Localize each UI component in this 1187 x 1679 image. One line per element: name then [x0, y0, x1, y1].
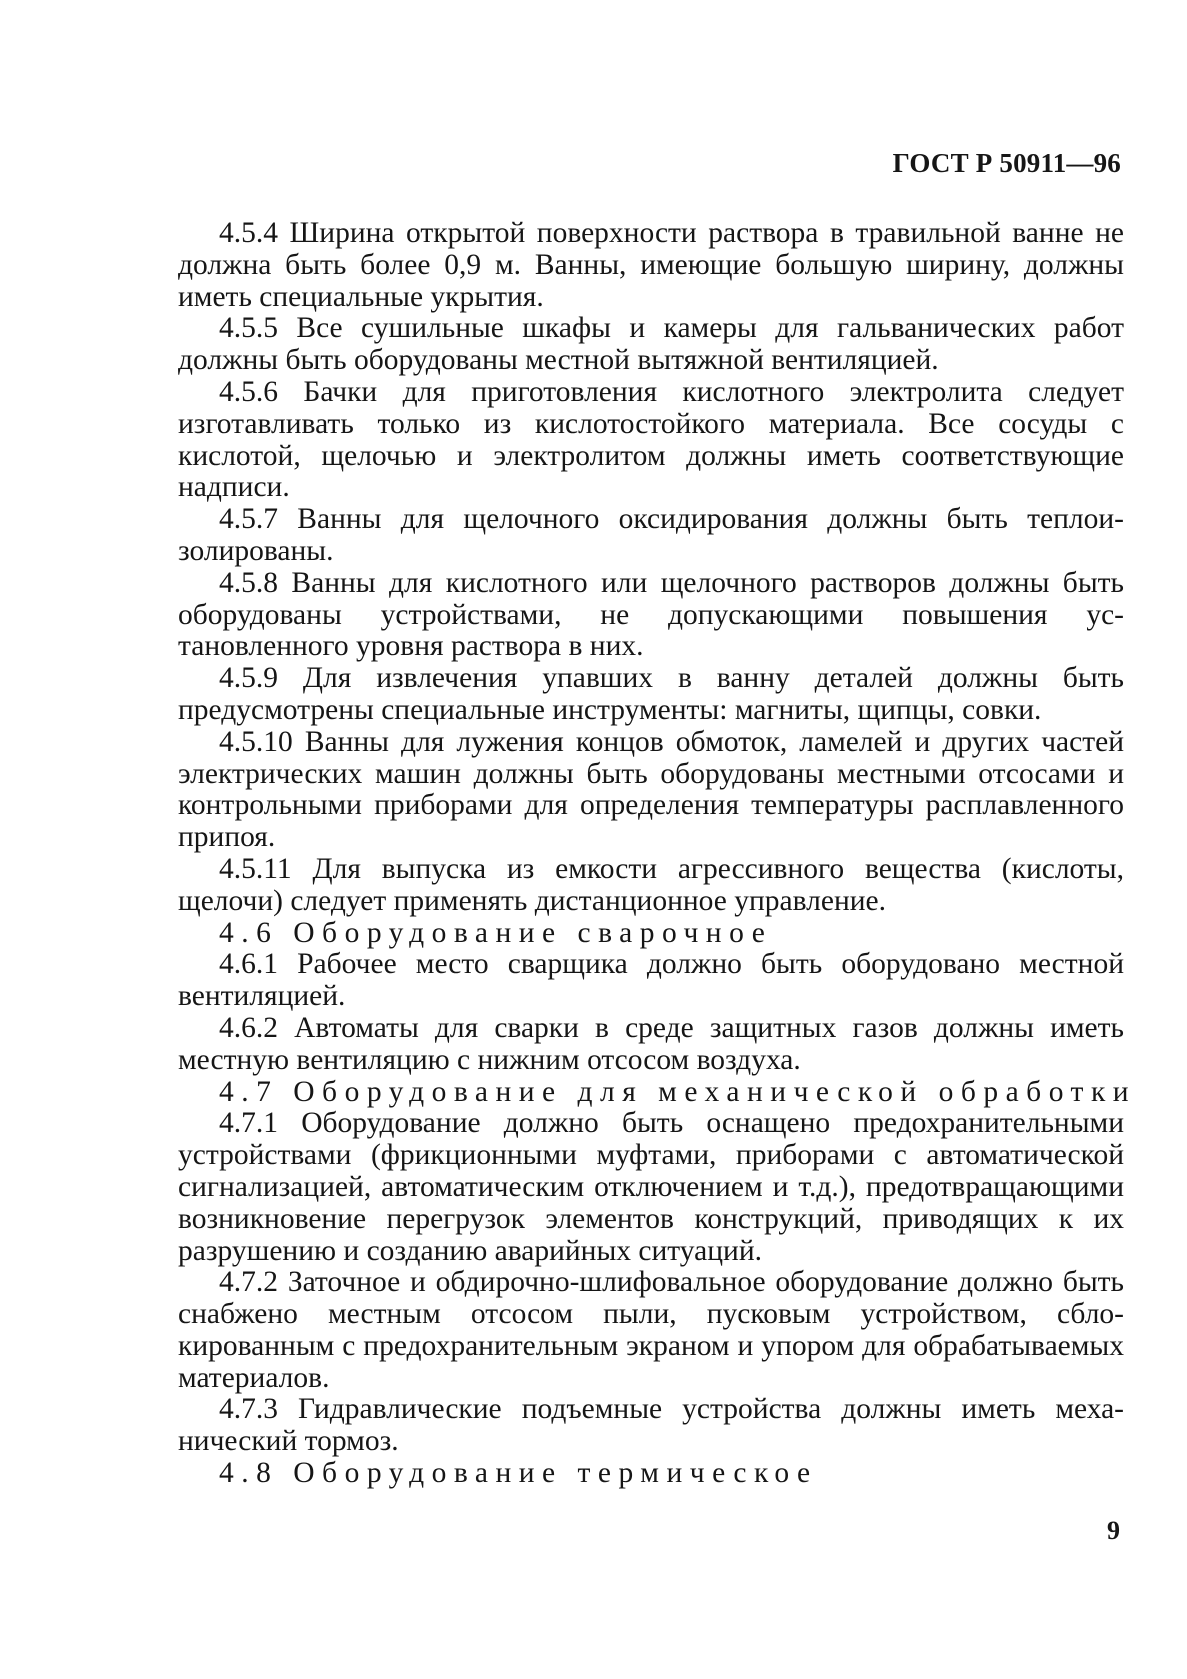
clause-4-7-1: 4.7.1 Оборудование должно быть оснащено предохранительными устройствами (фрикционными муфтами, приборами с автоматической сигнализацией, автоматическим отключением и т.д.), предотвращающими возникновение перегрузок элементов конструкций, приводящих к их разрушению и созданию аварийных ситуаций.	[178, 1107, 1124, 1267]
clause-4-7-3: 4.7.3 Гидравлические подъемные устройства должны иметь механический тормоз.	[178, 1393, 1124, 1458]
clause-4-6-1: 4.6.1 Рабочее место сварщика должно быть оборудовано местной вентиляцией.	[178, 948, 1124, 1013]
clause-4-6-2: 4.6.2 Автоматы для сварки в среде защитных газов должны иметь местную вентиляцию с нижним отсосом воздуха.	[178, 1011, 1124, 1076]
clause-4-5-6: 4.5.6 Бачки для приготовления кислотного электролита следует изготавливать только из кислотостойкого материала. Все сосуды с кислотой, щелочью и электролитом должны иметь соответствующие надписи.	[178, 375, 1124, 504]
clause-4-5-5: 4.5.5 Все сушильные шкафы и камеры для гальванических работ должны быть оборудованы местной вытяжной вентиляцией.	[178, 312, 1124, 377]
section-heading-4-8: 4.8 Оборудование термическое	[219, 1457, 818, 1490]
clause-4-5-8: 4.5.8 Ванны для кислотного или щелочного растворов должны быть оборудованы устройствами, не допускающими повышения установленного уровня раствора в них.	[178, 566, 1124, 663]
page-number: 9	[1107, 1516, 1120, 1545]
standard-designation: ГОСТ Р 50911—96	[892, 148, 1121, 178]
section-heading-4-7: 4.7 Оборудование для механической обработки	[219, 1075, 1137, 1108]
clause-4-5-10: 4.5.10 Ванны для лужения концов обмоток, ламелей и других частей электрических машин должны быть оборудованы местными отсосами и контрольными приборами для определения температуры расплавленного припоя.	[178, 725, 1124, 854]
section-heading-4-6: 4.6 Оборудование сварочное	[219, 916, 773, 949]
clause-4-5-7: 4.5.7 Ванны для щелочного оксидирования должны быть теплоизолированы.	[178, 503, 1124, 567]
clause-4-5-9: 4.5.9 Для извлечения упавших в ванну деталей должны быть предусмотрены специальные инструменты: магниты, щипцы, совки.	[178, 662, 1124, 726]
clause-4-7-2: 4.7.2 Заточное и обдирочно-шлифовальное оборудование должно быть снабжено местным отсосом пыли, пусковым устройством, сблокированным с предохранительным экраном и упором для обрабатываемых материалов.	[178, 1266, 1124, 1394]
clause-4-5-4: 4.5.4 Ширина открытой поверхности раствора в травильной ванне не должна быть более 0,9 м. Ванны, имеющие большую ширину, должны иметь специальные укрытия.	[178, 217, 1124, 313]
document-body	[178, 217, 1137, 1490]
clause-4-5-11: 4.5.11 Для выпуска из емкости агрессивного вещества (кислоты, щелочи) следует применять дистанционное управление.	[178, 852, 1124, 917]
